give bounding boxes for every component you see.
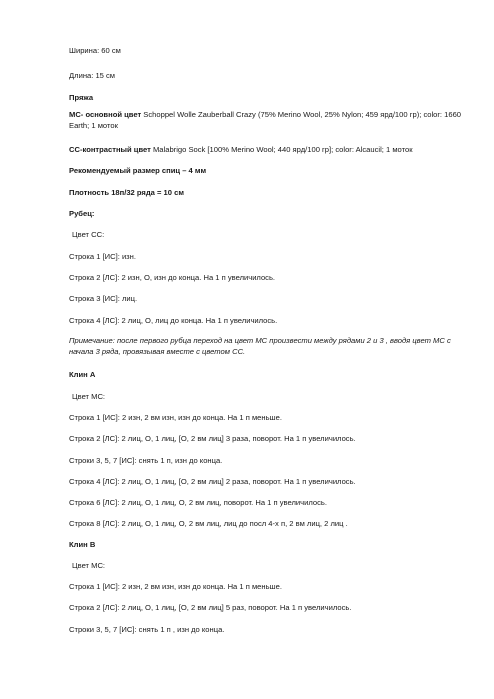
rib-row: Строка 2 [ЛС]: 2 изн, О, изн до конца. На 1 п увеличилось. xyxy=(69,273,276,282)
wedge-a-row: Строка 6 [ЛС]: 2 лиц, О, 1 лиц, О, 2 вм лиц, поворот. На 1 п увеличилось. xyxy=(69,498,327,507)
wedge-b-row: Строка 2 [ЛС]: 2 лиц, О, 1 лиц, [О, 2 вм лиц] 5 раз, поворот. На 1 п увеличилось. xyxy=(69,603,352,612)
wedge-a-row: Строка 8 [ЛС]: 2 лиц, О, 1 лиц, О, 2 вм лиц, лиц до посл 4-х п, 2 вм лиц, 2 лиц . xyxy=(69,519,348,528)
wedge-a-row: Строка 4 [ЛС]: 2 лиц, О, 1 лиц, [О, 2 вм лиц] 2 раза, поворот. На 1 п увеличилось. xyxy=(69,477,356,486)
yarn-heading: Пряжа xyxy=(69,93,94,102)
wedge-a-heading: Клин А xyxy=(69,370,96,379)
rib-note: Примечание: после первого рубца переход на цвет МС произвести между рядами 2 и 3 , вводя цвет МС с начала 3 ряда, провязывая вместе с цветом СС. xyxy=(69,336,451,356)
wedge-a-row: Строки 3, 5, 7 [ИС]: снять 1 п, изн до конца. xyxy=(69,456,223,465)
cc-text: Malabrigo Sock [100% Merino Wool; 440 ярд/100 гр]; color: Alcaucil; 1 моток xyxy=(150,145,413,154)
cc-label: СС-контрастный цвет xyxy=(69,145,151,154)
cc-yarn-line xyxy=(69,145,474,156)
mc-text: Schoppel Wolle Zauberball Crazy (75% Merino Wool, 25% Nylon; 459 ярд/100 гр); color: 1660 Earth; 1 моток xyxy=(69,110,462,130)
wedge-a-row: Строка 1 [ИС]: 2 изн, 2 вм изн, изн до конца. На 1 п меньше. xyxy=(69,413,282,422)
wedge-b-heading: Клин В xyxy=(69,540,96,549)
rib-row: Строка 1 [ИС]: изн. xyxy=(69,252,136,261)
wedge-a-color: Цвет МС: xyxy=(72,392,106,401)
rib-row: Строка 3 [ИС]: лиц. xyxy=(69,294,138,303)
wedge-b-row: Строка 1 [ИС]: 2 изн, 2 вм изн, изн до конца. На 1 п меньше. xyxy=(69,582,282,591)
gauge-line: Плотность 18п/32 ряда = 10 см xyxy=(69,188,184,197)
rib-color: Цвет СС: xyxy=(72,230,105,239)
wedge-b-row: Строки 3, 5, 7 [ИС]: снять 1 п , изн до конца. xyxy=(69,625,225,634)
length-line: Длина: 15 см xyxy=(69,71,116,80)
mc-label: МС- основной цвет xyxy=(69,110,142,119)
wedge-a-row: Строка 2 [ЛС]: 2 лиц, О, 1 лиц, [О, 2 вм лиц] 3 раза, поворот. На 1 п увеличилось. xyxy=(69,434,356,443)
rib-row: Строка 4 [ЛС]: 2 лиц, О, лиц до конца. На 1 п увеличилось. xyxy=(69,316,278,325)
wedge-b-color: Цвет МС: xyxy=(72,561,106,570)
needles-line: Рекомендуемый размер спиц – 4 мм xyxy=(69,166,207,175)
rib-heading: Рубец: xyxy=(69,209,95,218)
width-line: Ширина: 60 см xyxy=(69,46,121,55)
mc-yarn-line xyxy=(69,110,474,131)
